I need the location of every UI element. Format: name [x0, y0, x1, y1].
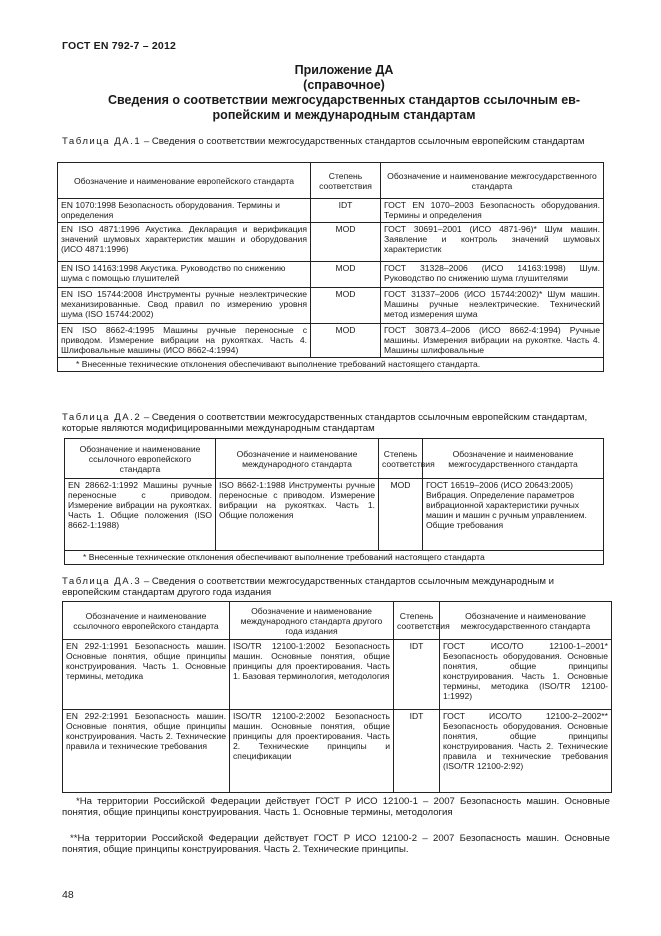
table2-header-gost: Обозначение и наименование межгосударственного стандарта: [423, 439, 604, 479]
table1-header-row: [58, 163, 604, 199]
table2-header-intl: Обозначение и наименование международного стандарта: [216, 439, 379, 479]
table-row: [58, 288, 604, 324]
table1-header-gost: Обозначение и наименование межгосударственного стандарта: [381, 163, 604, 199]
intl-standard-cell: ISO 8662-1:1988 Инструменты ручные переносные с приводом. Измерение вибрации на рукоятках. Часть 1. Общие положения: [216, 479, 379, 551]
gost-standard-cell: ГОСТ ИСО/ТО 12100-1–2001* Безопасность оборудования. Основные понятия, общие принципы конструирования. Часть 1. Основные термины, методика (ISO/TR 12100-1:1992): [440, 640, 612, 710]
table3-caption-text: – Сведения о соответствии межгосударственных стандартов ссылочным международным и европейским стандартам другого года издания: [62, 576, 555, 598]
gost-standard-cell: ГОСТ 16519–2006 (ИСО 20643:2005) Вибрация. Определение параметров вибрационной характеристики ручных машин и машин с ручным управлением. Общие требования: [423, 479, 604, 551]
appendix-heading-line-1: Сведения о соответствии межгосударственных стандартов ссылочным ев-: [107, 93, 581, 107]
table1-header-degree: Степень соответствия: [311, 163, 381, 199]
appendix-subtitle: (справочное): [303, 78, 385, 92]
page-number: 48: [62, 889, 74, 901]
degree-cell: IDT: [394, 640, 440, 710]
degree-cell: MOD: [311, 288, 381, 324]
footnote-2: **На территории Российской Федерации действует ГОСТ Р ИСО 12100-2 – 2007 Безопасность машин. Основные понятия, общие принципы конструирования. Часть 2. Технические принципы.: [62, 833, 610, 855]
table-row: [63, 640, 612, 710]
table-row: [58, 223, 604, 262]
table1-note: * Внесенные технические отклонения обеспечивают выполнение требований настоящего стандарта.: [58, 358, 604, 372]
table-row: [65, 479, 604, 551]
gost-standard-cell: ГОСТ 30873.4–2006 (ИСО 8662-4:1994) Ручные машины. Измерения вибрации на рукоятке. Часть 4. Машины шлифовальные: [381, 324, 604, 358]
table3-caption: [62, 576, 610, 598]
table2-header-row: [65, 439, 604, 479]
table3-header-degree: Степень соответствия: [394, 602, 440, 640]
appendix-heading-line-2: ропейским и международным стандартам: [212, 108, 476, 122]
document-code-header: ГОСТ EN 792-7 – 2012: [62, 40, 177, 52]
gost-standard-cell: ГОСТ ИСО/ТО 12100-2–2002** Безопасность оборудования. Основные понятия, общие принципы конструирования. Часть 2. Технические правила и технические требования (ISO/TR 12100-2:92): [440, 710, 612, 793]
table3-header-row: [63, 602, 612, 640]
table2-header-degree: Степень соответствия: [379, 439, 423, 479]
table1-note-row: [58, 358, 604, 372]
gost-standard-cell: ГОСТ 30691–2001 (ИСО 4871-96)* Шум машин. Заявление и контроль значений шумовых характеристик: [381, 223, 604, 262]
table2-caption-text: – Сведения о соответствии межгосударственных стандартов ссылочным европейским стандартам, которые являются модифицированными международным стандартам: [62, 412, 588, 434]
footnote-1: *На территории Российской Федерации действует ГОСТ Р ИСО 12100-1 – 2007 Безопасность машин. Основные понятия, общие принципы конструирования. Часть 1. Основные термины, методология: [62, 796, 610, 818]
eu-standard-cell: EN 28662-1:1992 Машины ручные переносные с приводом. Измерение вибрации на рукоятках. Часть 1. Общие положения (ISO 8662-1:1988): [65, 479, 216, 551]
table1-header-eu: Обозначение и наименование европейского стандарта: [58, 163, 311, 199]
table2: [64, 438, 604, 565]
intl-standard-cell: ISO/TR 12100-1:2002 Безопасность машин. Основные понятия, общие принципы для проектирования. Часть 1. Базовая терминология, методология: [230, 640, 394, 710]
eu-standard-cell: EN 292-2:1991 Безопасность машин. Основные понятия, общие принципы конструирования. Часть 2. Технические правила и технические требования: [63, 710, 230, 793]
table2-note: * Внесенные технические отклонения обеспечивают выполнение требований настоящего стандарта: [65, 551, 604, 565]
eu-standard-cell: EN ISO 8662-4:1995 Машины ручные переносные с приводом. Измерение вибрации на рукоятках. Часть 4. Шлифовальные машины (ИСО 8662-4:1994): [58, 324, 311, 358]
eu-standard-cell: EN ISO 14163:1998 Акустика. Руководство по снижению шума с помощью глушителей: [58, 262, 311, 288]
table1: [57, 162, 604, 372]
degree-cell: MOD: [311, 324, 381, 358]
table2-caption-label: Таблица ДА.2: [62, 412, 142, 423]
eu-standard-cell: EN ISO 4871:1996 Акустика. Декларация и верификация значений шумовых характеристик машин и оборудования (ИСО 4871:1996): [58, 223, 311, 262]
degree-cell: IDT: [394, 710, 440, 793]
table3-header-intl: Обозначение и наименование международного стандарта другого года издания: [230, 602, 394, 640]
degree-cell: MOD: [379, 479, 423, 551]
degree-cell: MOD: [311, 262, 381, 288]
table2-note-row: [65, 551, 604, 565]
gost-standard-cell: ГОСТ 31328–2006 (ИСО 14163:1998) Шум. Руководство по снижению шума глушителями: [381, 262, 604, 288]
table1-caption-text: – Сведения о соответствии межгосударственных стандартов ссылочным европейским стандартам: [141, 136, 585, 147]
table3-header-gost: Обозначение и наименование межгосударственного стандарта: [440, 602, 612, 640]
appendix-title: Приложение ДА: [294, 63, 394, 77]
table1-caption: [62, 136, 610, 147]
eu-standard-cell: EN 1070:1998 Безопасность оборудования. Термины и определения: [58, 199, 311, 223]
table-row: [58, 324, 604, 358]
table-row: [63, 710, 612, 793]
table1-caption-label: Таблица ДА.1: [62, 136, 142, 147]
table-row: [58, 199, 604, 223]
gost-standard-cell: ГОСТ EN 1070–2003 Безопасность оборудования. Термины и определения: [381, 199, 604, 223]
table3-caption-label: Таблица ДА.3: [62, 576, 142, 587]
degree-cell: MOD: [311, 223, 381, 262]
table3-header-eu: Обозначение и наименование ссылочного европейского стандарта: [63, 602, 230, 640]
degree-cell: IDT: [311, 199, 381, 223]
table3: [62, 601, 612, 793]
table2-caption: [62, 412, 610, 434]
table2-header-eu: Обозначение и наименование ссылочного европейского стандарта: [65, 439, 216, 479]
table-row: [58, 262, 604, 288]
eu-standard-cell: EN ISO 15744:2008 Инструменты ручные неэлектрические механизированные. Свод правил по измерению уровня шума (ISO 15744:2002): [58, 288, 311, 324]
intl-standard-cell: ISO/TR 12100-2:2002 Безопасность машин. Основные понятия, общие принципы для проектирования. Часть 2. Технические принципы и спецификации: [230, 710, 394, 793]
eu-standard-cell: EN 292-1:1991 Безопасность машин. Основные понятия, общие принципы конструирования. Часть 1. Основные термины, методика: [63, 640, 230, 710]
gost-standard-cell: ГОСТ 31337–2006 (ИСО 15744:2002)* Шум машин. Машины ручные неэлектрические. Технический метод измерения шума: [381, 288, 604, 324]
